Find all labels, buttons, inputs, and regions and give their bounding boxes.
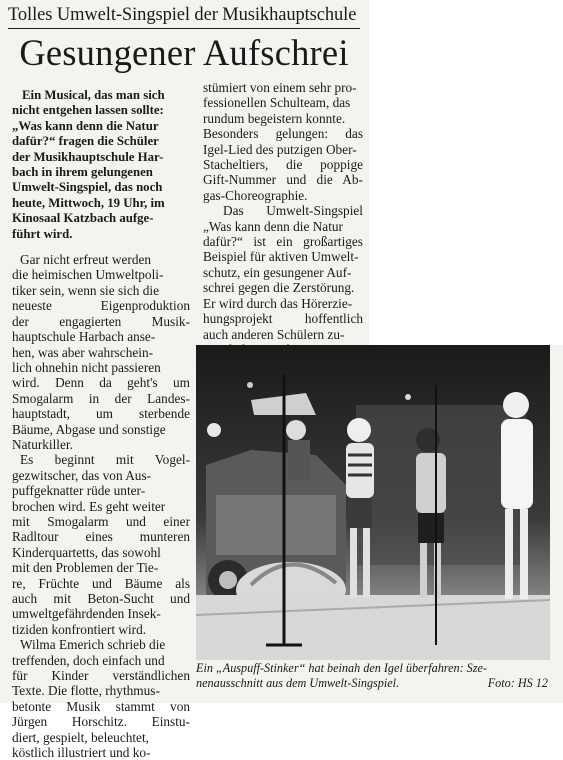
body-line: Beispiel für aktiven Umwelt- xyxy=(203,249,359,265)
body-line: diert, gespielt, beleuchtet, xyxy=(12,729,149,745)
body-line: tiziden konfrontiert wird. xyxy=(12,621,147,637)
body-line: schutz, ein gesungener Auf- xyxy=(203,264,352,280)
body-line: der engagierten Musik- xyxy=(12,313,190,329)
body-line: lich ohnehin nicht passieren xyxy=(12,359,161,375)
body-line: schrei gegen die Zerstörung. xyxy=(203,280,355,296)
body-line: Jürgen Horschitz. Einstu- xyxy=(12,714,190,730)
body-line: mit Smogalarm und einer xyxy=(12,513,190,529)
body-line: für Kinder verständlichen xyxy=(12,668,190,684)
body-line: Smogalarm in der Landes- xyxy=(12,390,190,406)
body-line: neueste Eigenproduktion xyxy=(12,298,190,314)
body-line: Naturkiller. xyxy=(12,436,73,452)
body-line: gezwitscher, das von Aus- xyxy=(12,467,152,483)
body-line: puffgeknatter rüde unter- xyxy=(12,483,146,499)
body-line: Gar nicht erfreut werden xyxy=(20,252,152,268)
body-left xyxy=(12,252,190,760)
lede-line: „Was kann denn die Natur xyxy=(12,118,159,133)
body-line: stümiert von einem sehr pro- xyxy=(203,80,357,95)
lede-line: bach in ihrem gelungenen xyxy=(12,165,153,180)
lede-line: heute, Mittwoch, 19 Uhr, im xyxy=(12,195,165,210)
body-line: Stacheltiers, die poppige xyxy=(203,157,363,173)
body-line: auch mit Beton-Sucht und xyxy=(12,591,190,606)
body-line: tiker sein, wenn sie sich die xyxy=(12,282,159,298)
body-line: Radltour eines munteren xyxy=(12,529,190,545)
body-line: fessionellen Schulteam, das xyxy=(203,95,351,111)
body-line: hauptstadt, um sterbende xyxy=(12,406,190,422)
body-line: treffenden, doch einfach und xyxy=(12,652,165,668)
lede-line: nicht entgehen lassen sollte: xyxy=(12,103,164,118)
lede-line: der Musikhauptschule Har- xyxy=(12,149,164,164)
body-line: Bäume, Abgase und sonstige xyxy=(12,421,166,437)
body-line: hen, was aber wahrschein- xyxy=(12,344,154,360)
lede-line: Ein Musical, das man sich xyxy=(22,88,165,102)
caption-line-1: Ein „Auspuff-Stinker“ hat beinah den Igel überfahren: Sze- xyxy=(196,661,487,675)
body-line: mit den Problemen der Tie- xyxy=(12,560,159,576)
body-line: Besonders gelungen: das xyxy=(203,126,363,142)
body-line: Kinderquartetts, das sowohl xyxy=(12,544,161,560)
photo-caption xyxy=(196,661,558,692)
body-line: Gift-Nummer und die Ab- xyxy=(203,172,363,188)
caption-line-2: nenausschnitt aus dem Umwelt-Singspiel. xyxy=(196,676,400,691)
body-line: Igel-Lied des putzigen Ober- xyxy=(203,141,357,157)
stage-photo xyxy=(196,345,550,660)
lede-paragraph xyxy=(12,88,190,242)
body-line: köstlich illustriert und ko- xyxy=(12,745,151,760)
lede-line: Umwelt-Singspiel, das noch xyxy=(12,180,163,195)
body-line: re, Früchte und Bäume als xyxy=(12,575,190,591)
photo-credit: Foto: HS 12 xyxy=(487,676,548,691)
body-line: Das Umwelt-Singspiel xyxy=(223,203,363,219)
body-line: Er wird durch das Hörerzie- xyxy=(203,295,353,311)
body-line: Es beginnt mit Vogel- xyxy=(20,452,190,468)
lede-line: dafür?“ fragen die Schüler xyxy=(12,134,159,149)
caption-line-2-row xyxy=(196,676,558,691)
body-line: „Was kann denn die Natur xyxy=(203,218,343,234)
body-line: hauptschule Harbach anse- xyxy=(12,329,156,345)
body-line: umweltgefährdenden Insek- xyxy=(12,606,161,622)
body-line: hungsprojekt hoffentlich xyxy=(203,311,363,327)
lede-line: Kinosaal Katzbach aufge- xyxy=(12,211,154,226)
body-line: rundum begeistern konnte. xyxy=(203,110,346,126)
body-line: Texte. Die flotte, rhythmus- xyxy=(12,683,160,699)
lede-line: führt wird. xyxy=(12,226,73,241)
right-column xyxy=(203,80,363,357)
body-line: brochen wird. Es geht weiter xyxy=(12,498,166,514)
body-line: Wilma Emerich schrieb die xyxy=(20,637,166,653)
stage-scene-illustration xyxy=(196,345,550,660)
body-line: auch anderen Schülern zu- xyxy=(203,326,345,342)
body-line: gas-Choreographie. xyxy=(203,187,308,203)
body-line: dafür?“ ist ein großartiges xyxy=(203,234,363,250)
article-kicker: Tolles Umwelt-Singspiel der Musikhauptschule xyxy=(8,2,360,29)
body-line: betonte Musik stammt von xyxy=(12,698,190,714)
article-headline: Gesungener Aufschrei xyxy=(19,32,349,73)
body-line: die heimischen Umweltpoli- xyxy=(12,267,164,283)
blank-area xyxy=(369,0,563,345)
body-line: wird. Denn da geht's um xyxy=(12,375,190,391)
left-column xyxy=(12,88,190,760)
